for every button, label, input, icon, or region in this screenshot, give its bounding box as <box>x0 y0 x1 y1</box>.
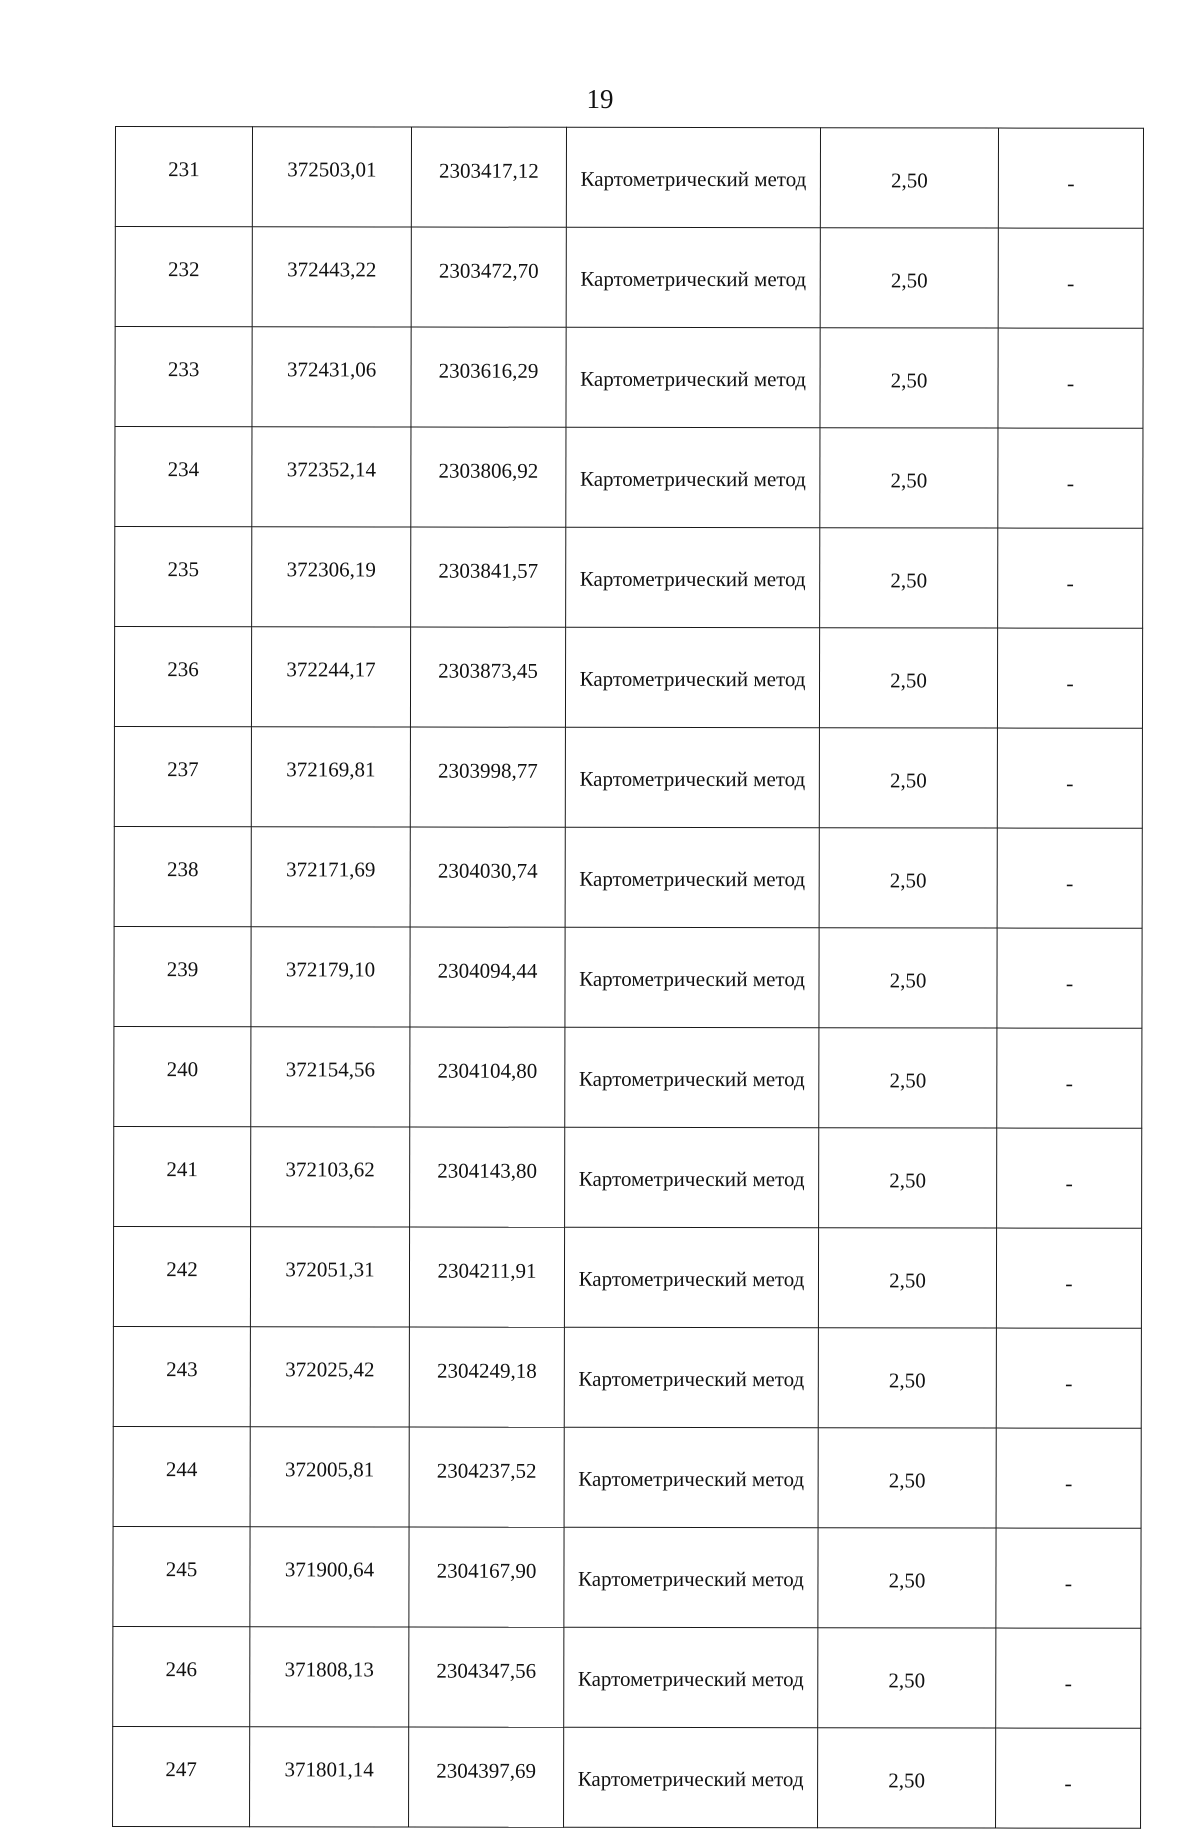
accuracy-cell: 2,50 <box>819 828 997 928</box>
point-number-cell: 232 <box>115 227 252 327</box>
y-coordinate-cell: 2304249,18 <box>409 1327 564 1427</box>
description-cell: - <box>997 628 1142 728</box>
point-number-cell: 235 <box>115 527 252 627</box>
point-number-cell: 243 <box>113 1326 250 1426</box>
x-coordinate-cell: 372103,62 <box>251 1127 410 1227</box>
table-row <box>113 1226 1141 1328</box>
table-row <box>114 826 1142 928</box>
method-cell: Картометрический метод <box>565 727 819 827</box>
accuracy-cell: 2,50 <box>820 528 998 628</box>
y-coordinate-cell: 2304167,90 <box>409 1527 564 1627</box>
table-row <box>113 1326 1141 1428</box>
description-cell: - <box>998 128 1143 228</box>
accuracy-cell: 2,50 <box>819 928 997 1028</box>
method-cell: Картометрический метод <box>566 427 820 527</box>
y-coordinate-cell: 2304237,52 <box>409 1427 564 1527</box>
coordinates-table <box>112 126 1144 1829</box>
method-cell: Картометрический метод <box>564 1227 818 1327</box>
description-cell: - <box>997 828 1142 928</box>
method-cell: Картометрический метод <box>564 1527 818 1627</box>
accuracy-cell: 2,50 <box>820 228 998 328</box>
y-coordinate-cell: 2304397,69 <box>409 1727 564 1827</box>
table-row <box>113 1726 1141 1828</box>
y-coordinate-cell: 2304030,74 <box>410 827 565 927</box>
description-cell: - <box>996 1728 1141 1828</box>
point-number-cell: 247 <box>113 1726 250 1826</box>
table-row <box>114 726 1142 828</box>
accuracy-cell: 2,50 <box>819 1128 997 1228</box>
method-cell: Картометрический метод <box>566 527 820 627</box>
accuracy-cell: 2,50 <box>818 1228 996 1328</box>
table-row <box>114 627 1142 729</box>
description-cell: - <box>998 228 1143 328</box>
x-coordinate-cell: 372171,69 <box>251 827 410 927</box>
x-coordinate-cell: 372443,22 <box>252 227 411 327</box>
method-cell: Картометрический метод <box>566 327 820 427</box>
x-coordinate-cell: 372179,10 <box>251 927 410 1027</box>
point-number-cell: 231 <box>115 127 252 227</box>
table-row <box>113 1526 1141 1628</box>
x-coordinate-cell: 372169,81 <box>251 727 410 827</box>
method-cell: Картометрический метод <box>565 1027 819 1127</box>
table-row <box>113 1626 1141 1728</box>
accuracy-cell: 2,50 <box>818 1728 996 1828</box>
x-coordinate-cell: 371808,13 <box>250 1627 409 1727</box>
x-coordinate-cell: 372431,06 <box>252 327 411 427</box>
point-number-cell: 244 <box>113 1426 250 1526</box>
y-coordinate-cell: 2304104,80 <box>410 1027 565 1127</box>
table-row <box>115 427 1143 529</box>
description-cell: - <box>998 528 1143 628</box>
table-body <box>113 127 1144 1829</box>
description-cell: - <box>997 1128 1142 1228</box>
x-coordinate-cell: 372051,31 <box>250 1227 409 1327</box>
accuracy-cell: 2,50 <box>819 628 997 728</box>
point-number-cell: 239 <box>114 926 251 1026</box>
description-cell: - <box>998 328 1143 428</box>
table-row <box>115 127 1143 229</box>
table-row <box>114 1026 1142 1128</box>
y-coordinate-cell: 2303806,92 <box>411 427 566 527</box>
point-number-cell: 242 <box>113 1226 250 1326</box>
x-coordinate-cell: 372503,01 <box>252 127 411 227</box>
y-coordinate-cell: 2304211,91 <box>409 1227 564 1327</box>
description-cell: - <box>996 1628 1141 1728</box>
method-cell: Картометрический метод <box>564 1627 818 1727</box>
y-coordinate-cell: 2303417,12 <box>411 127 566 227</box>
page-number: 19 <box>586 84 614 114</box>
method-cell: Картометрический метод <box>565 1127 819 1227</box>
x-coordinate-cell: 372352,14 <box>252 427 411 527</box>
accuracy-cell: 2,50 <box>820 428 998 528</box>
description-cell: - <box>998 428 1143 528</box>
table-row <box>114 1126 1142 1228</box>
point-number-cell: 233 <box>115 327 252 427</box>
y-coordinate-cell: 2303998,77 <box>410 727 565 827</box>
x-coordinate-cell: 372244,17 <box>251 627 410 727</box>
accuracy-cell: 2,50 <box>819 728 997 828</box>
method-cell: Картометрический метод <box>566 127 820 227</box>
accuracy-cell: 2,50 <box>818 1528 996 1628</box>
x-coordinate-cell: 371900,64 <box>250 1527 409 1627</box>
y-coordinate-cell: 2303616,29 <box>411 327 566 427</box>
point-number-cell: 240 <box>114 1026 251 1126</box>
coordinates-table-wrapper <box>112 126 1143 1829</box>
y-coordinate-cell: 2303873,45 <box>410 627 565 727</box>
accuracy-cell: 2,50 <box>818 1628 996 1728</box>
point-number-cell: 237 <box>114 726 251 826</box>
description-cell: - <box>996 1528 1141 1628</box>
x-coordinate-cell: 372306,19 <box>252 527 411 627</box>
point-number-cell: 236 <box>114 627 251 727</box>
description-cell: - <box>996 1228 1141 1328</box>
table-row <box>113 1426 1141 1528</box>
accuracy-cell: 2,50 <box>818 1328 996 1428</box>
method-cell: Картометрический метод <box>564 1327 818 1427</box>
method-cell: Картометрический метод <box>566 227 820 327</box>
y-coordinate-cell: 2303841,57 <box>411 527 566 627</box>
description-cell: - <box>997 928 1142 1028</box>
point-number-cell: 238 <box>114 826 251 926</box>
accuracy-cell: 2,50 <box>818 1428 996 1528</box>
point-number-cell: 234 <box>115 427 252 527</box>
accuracy-cell: 2,50 <box>820 128 998 228</box>
description-cell: - <box>996 1328 1141 1428</box>
point-number-cell: 241 <box>114 1126 251 1226</box>
y-coordinate-cell: 2303472,70 <box>411 227 566 327</box>
x-coordinate-cell: 372025,42 <box>250 1327 409 1427</box>
y-coordinate-cell: 2304143,80 <box>410 1127 565 1227</box>
description-cell: - <box>996 1428 1141 1528</box>
table-row <box>115 227 1143 329</box>
y-coordinate-cell: 2304094,44 <box>410 927 565 1027</box>
method-cell: Картометрический метод <box>564 1427 818 1527</box>
method-cell: Картометрический метод <box>565 627 819 727</box>
x-coordinate-cell: 371801,14 <box>250 1727 409 1827</box>
point-number-cell: 245 <box>113 1526 250 1626</box>
description-cell: - <box>997 1028 1142 1128</box>
method-cell: Картометрический метод <box>564 1727 818 1827</box>
table-row <box>115 327 1143 429</box>
x-coordinate-cell: 372005,81 <box>250 1427 409 1527</box>
x-coordinate-cell: 372154,56 <box>251 1027 410 1127</box>
accuracy-cell: 2,50 <box>820 328 998 428</box>
y-coordinate-cell: 2304347,56 <box>409 1627 564 1727</box>
table-row <box>114 926 1142 1028</box>
method-cell: Картометрический метод <box>565 827 819 927</box>
method-cell: Картометрический метод <box>565 927 819 1027</box>
point-number-cell: 246 <box>113 1626 250 1726</box>
table-row <box>115 527 1143 629</box>
description-cell: - <box>997 728 1142 828</box>
accuracy-cell: 2,50 <box>819 1028 997 1128</box>
